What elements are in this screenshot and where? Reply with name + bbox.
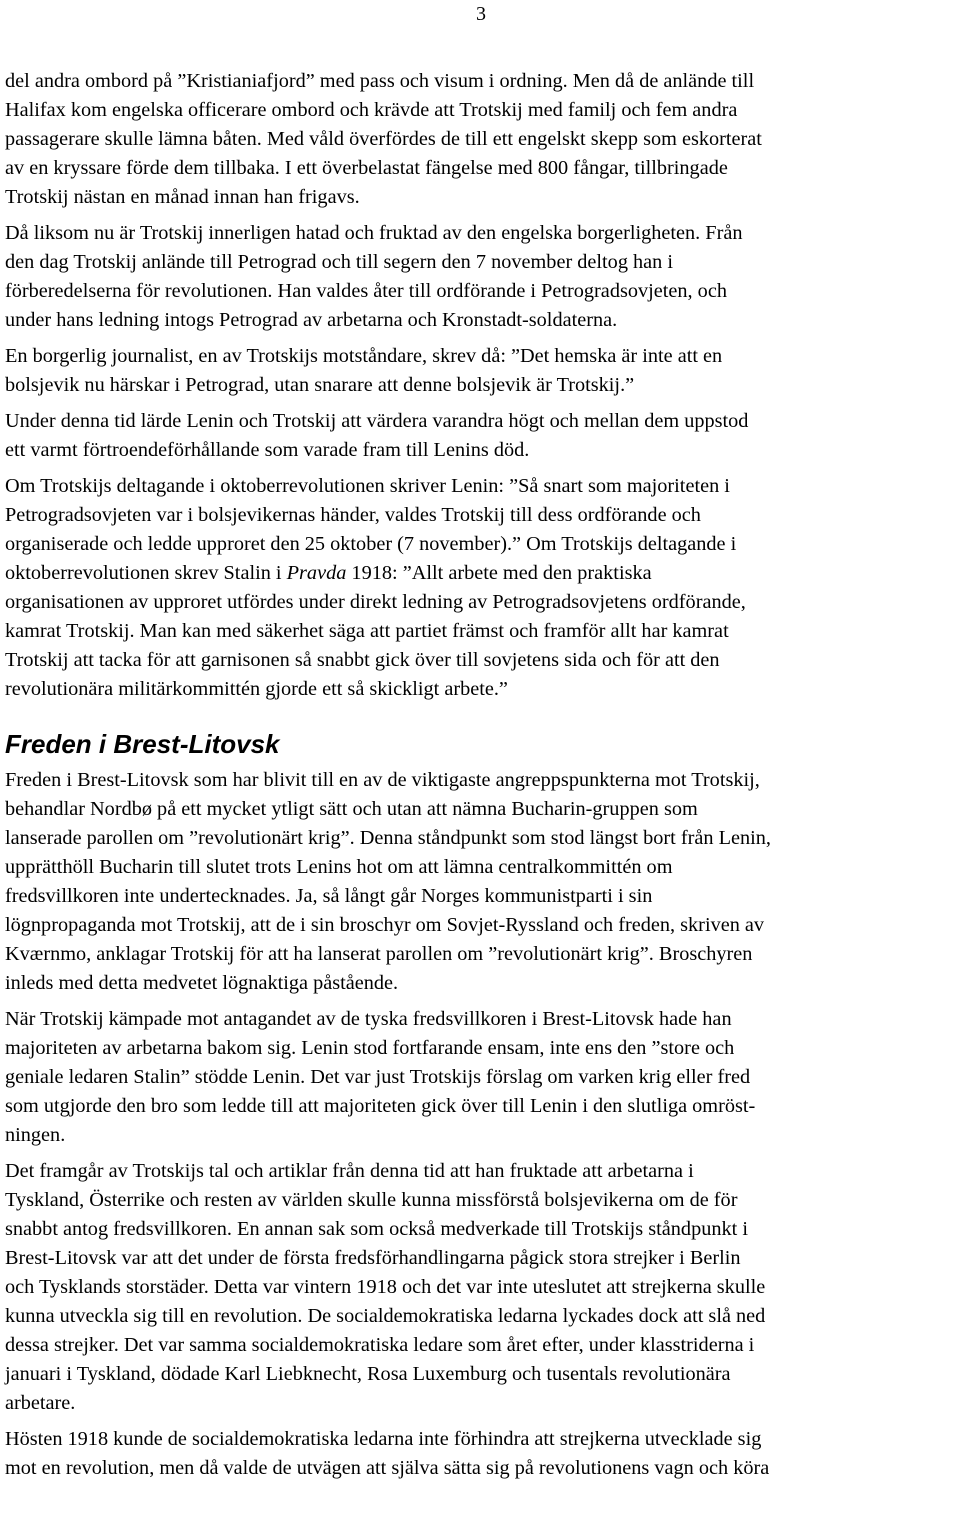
text-line: Under denna tid lärde Lenin och Trotskij att värdera varandra högt och mellan dem uppstod bbox=[5, 410, 749, 432]
text-line: kamrat Trotskij. Man kan med säkerhet säga att partiet främst och framför allt har kamrat bbox=[5, 620, 729, 642]
italic-title: Pravda bbox=[286, 562, 347, 584]
text-line: passagerare skulle lämna båten. Med våld överfördes de till ett engelskt skepp som eskorterat bbox=[5, 128, 762, 150]
text-line: ningen. bbox=[5, 1124, 66, 1146]
document-body bbox=[5, 67, 960, 1490]
text-line: Det framgår av Trotskijs tal och artiklar från denna tid att han fruktade att arbetarna i bbox=[5, 1160, 694, 1182]
text-line: Petrogradsovjeten var i bolsjevikernas händer, valdes Trotskij till dess ordförande och bbox=[5, 504, 701, 526]
text-line: ett varmt förtroendeförhållande som varade fram till Lenins död. bbox=[5, 439, 530, 461]
text-line: behandlar Nordbø på ett mycket ytligt sätt och utan att nämna Bucharin-gruppen som bbox=[5, 798, 698, 820]
paragraph bbox=[5, 1005, 960, 1150]
text-line: del andra ombord på ”Kristianiafjord” med pass och visum i ordning. Men då de anlände till bbox=[5, 70, 755, 92]
text-line: bolsjevik nu härskar i Petrograd, utan snarare att denne bolsjevik är Trotskij.” bbox=[5, 374, 635, 396]
text-line: Om Trotskijs deltagande i oktoberrevolutionen skriver Lenin: ”Så snart som majoriteten i bbox=[5, 475, 730, 497]
text-line: kunna utveckla sig till en revolution. De socialdemokratiska ledarna lyckades dock att slå ned bbox=[5, 1305, 766, 1327]
text-segment: oktoberrevolutionen skrev Stalin i bbox=[5, 562, 287, 584]
text-line: Då liksom nu är Trotskij innerligen hatad och fruktad av den engelska borgerligheten. Från bbox=[5, 222, 743, 244]
paragraph bbox=[5, 342, 960, 400]
text-line: Freden i Brest-Litovsk som har blivit till en av de viktigaste angreppspunkterna mot Trotskij, bbox=[5, 769, 760, 791]
text-line: januari i Tyskland, dödade Karl Liebknecht, Rosa Luxemburg och tusentals revolutionära bbox=[5, 1363, 731, 1385]
text-line: som utgjorde den bro som ledde till att majoriteten gick över till Lenin i den slutliga omröst- bbox=[5, 1095, 756, 1117]
text-line: majoriteten av arbetarna bakom sig. Lenin stod fortfarande ensam, inte ens den ”store och bbox=[5, 1037, 735, 1059]
text-line: Trotskij att tacka för att garnisonen så snabbt gick över till sovjetens sida och för att den bbox=[5, 649, 720, 671]
text-line: geniale ledaren Stalin” stödde Lenin. Det var just Trotskijs förslag om varken krig eller fred bbox=[5, 1066, 751, 1088]
text-line: upprätthöll Bucharin till slutet trots Lenins hot om att lämna centralkommittén om bbox=[5, 856, 673, 878]
text-line: fredsvillkoren inte undertecknades. Ja, så långt går Norges kommunistparti i sin bbox=[5, 885, 653, 907]
text-line: En borgerlig journalist, en av Trotskijs motståndare, skrev då: ”Det hemska är inte att en bbox=[5, 345, 723, 367]
text-line: Halifax kom engelska officerare ombord och krävde att Trotskij med familj och fem andra bbox=[5, 99, 738, 121]
text-line bbox=[5, 559, 960, 588]
text-line: Trotskij nästan en månad innan han frigavs. bbox=[5, 186, 360, 208]
text-line: förberedelserna för revolutionen. Han valdes åter till ordförande i Petrogradsovjeten, och bbox=[5, 280, 727, 302]
paragraph bbox=[5, 407, 960, 465]
paragraph bbox=[5, 1157, 960, 1418]
paragraph bbox=[5, 766, 960, 998]
paragraph bbox=[5, 472, 960, 704]
text-line: mot en revolution, men då valde de utvägen att själva sätta sig på revolutionens vagn och köra bbox=[5, 1457, 770, 1479]
text-line: under hans ledning intogs Petrograd av arbetarna och Kronstadt-soldaterna. bbox=[5, 309, 618, 331]
text-line: snabbt antog fredsvillkoren. En annan sak som också medverkade till Trotskijs ståndpunkt i bbox=[5, 1218, 748, 1240]
text-line: Hösten 1918 kunde de socialdemokratiska ledarna inte förhindra att strejkerna utvecklade sig bbox=[5, 1428, 762, 1450]
text-line: När Trotskij kämpade mot antagandet av de tyska fredsvillkoren i Brest-Litovsk hade han bbox=[5, 1008, 732, 1030]
text-line: Tyskland, Österrike och resten av världen skulle kunna missförstå bolsjevikerna om de för bbox=[5, 1189, 738, 1211]
text-line: den dag Trotskij anlände till Petrograd och till segern den 7 november deltog han i bbox=[5, 251, 674, 273]
text-line: revolutionära militärkommittén gjorde ett så skickligt arbete.” bbox=[5, 678, 508, 700]
text-line: Kværnmo, anklagar Trotskij för att ha lanserat parollen om ”revolutionärt krig”. Broschyren bbox=[5, 943, 753, 965]
text-line: av en kryssare förde dem tillbaka. I ett överbelastat fängelse med 800 fångar, tillbringade bbox=[5, 157, 728, 179]
text-segment: 1918: ”Allt arbete med den praktiska bbox=[346, 562, 652, 584]
text-line: organisationen av upproret utfördes under direkt ledning av Petrogradsovjetens ordförande, bbox=[5, 591, 746, 613]
text-line: dessa strejker. Det var samma socialdemokratiska ledare som året efter, under klasstriderna i bbox=[5, 1334, 755, 1356]
paragraph bbox=[5, 219, 960, 335]
text-line: lanserade parollen om ”revolutionärt krig”. Denna ståndpunkt som stod längst bort från Lenin, bbox=[5, 827, 771, 849]
text-line: arbetare. bbox=[5, 1392, 76, 1414]
text-line: inleds med detta medvetet lögnaktiga påstående. bbox=[5, 972, 399, 994]
text-line: Brest-Litovsk var att det under de första fredsförhandlingarna pågick stora strejker i Berlin bbox=[5, 1247, 741, 1269]
section-heading: Freden i Brest-Litovsk bbox=[5, 729, 280, 759]
page-number: 3 bbox=[476, 3, 486, 25]
text-line: organiserade och ledde upproret den 25 oktober (7 november).” Om Trotskijs deltagande i bbox=[5, 533, 737, 555]
paragraph bbox=[5, 1425, 960, 1483]
text-line: lögnpropaganda mot Trotskij, att de i sin broschyr om Sovjet-Ryssland och freden, skriven av bbox=[5, 914, 765, 936]
paragraph bbox=[5, 67, 960, 212]
text-line: och Tysklands storstäder. Detta var vintern 1918 och det var inte uteslutet att strejkerna skulle bbox=[5, 1276, 766, 1298]
